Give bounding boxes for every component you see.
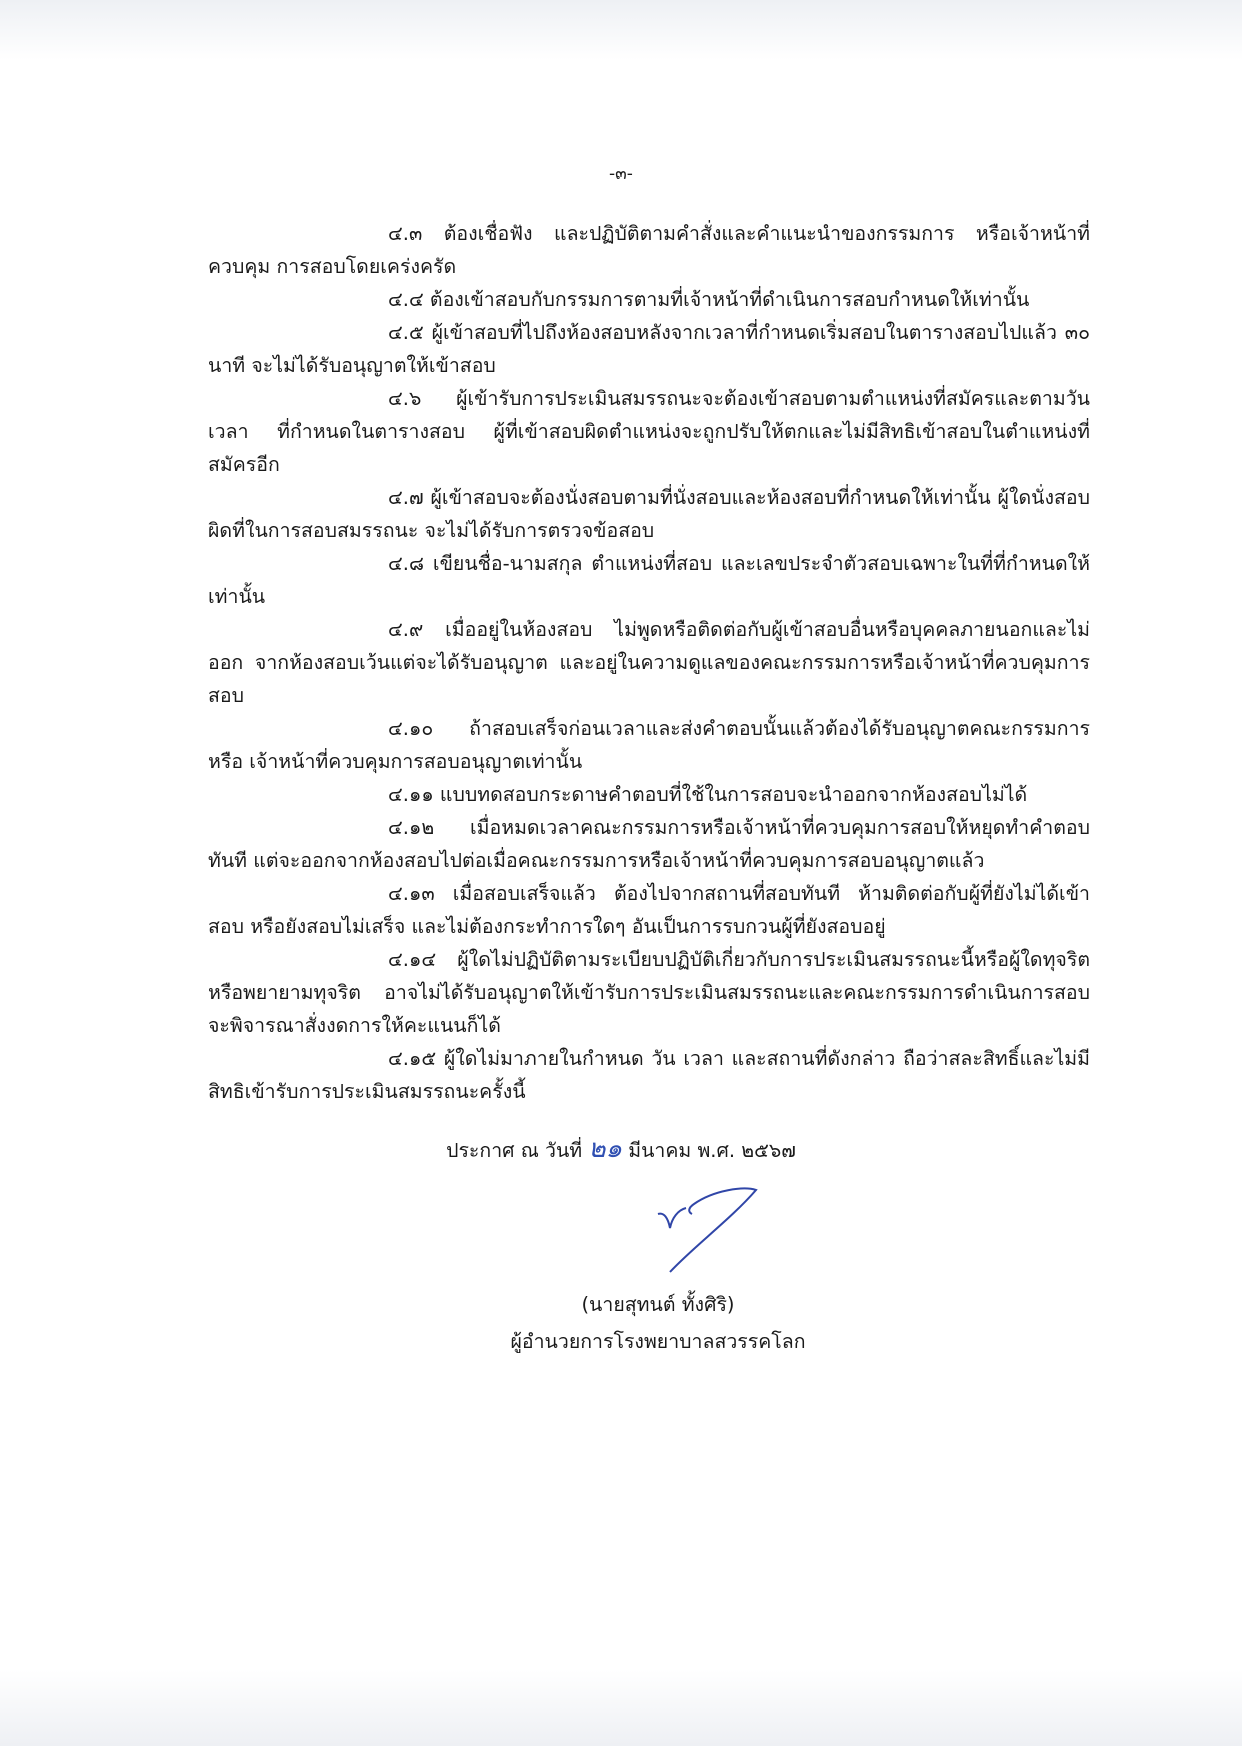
regulation-item-first-line: ๔.๗ ผู้เข้าสอบจะต้องนั่งสอบตามที่นั่งสอบและห้องสอบที่กำหนดให้เท่านั้น ผู้ใดนั่งสอบ	[388, 486, 1090, 509]
signer-name: (นายสุทนต์ ทั้งศิริ)	[581, 1293, 735, 1316]
regulation-item-first-line: ๔.๑๓ เมื่อสอบเสร็จแล้ว ต้องไปจากสถานที่สอบทันที ห้ามติดต่อกับผู้ที่ยังไม่ได้เข้าสอบ	[208, 882, 1090, 938]
regulation-item-continuation: จากห้องสอบเว้นแต่จะได้รับอนุญาต และอยู่ในความดูแลของคณะกรรมการหรือเจ้าหน้าที่ควบคุมการสอบ	[208, 651, 1090, 707]
regulation-item	[208, 613, 1090, 712]
regulation-list	[208, 217, 1090, 1108]
page-number: -๓-	[609, 164, 633, 184]
regulation-item	[208, 382, 1090, 481]
regulation-item	[208, 547, 1090, 613]
regulation-item-first-line: ๔.๓ ต้องเชื่อฟัง และปฏิบัติตามคำสั่งและคำแนะนำของกรรมการ หรือเจ้าหน้าที่ควบคุม	[208, 222, 1090, 278]
regulation-item	[208, 712, 1090, 778]
regulation-item-continuation: แต่จะออกจากห้องสอบไปต่อเมื่อคณะกรรมการหรือเจ้าหน้าที่ควบคุมการสอบอนุญาตแล้ว	[253, 849, 985, 872]
regulation-item	[208, 283, 1090, 316]
regulation-item-first-line: ๔.๑๔ ผู้ใดไม่ปฏิบัติตามระเบียบปฏิบัติเกี่ยวกับการประเมินสมรรถนะนี้หรือผู้ใดทุจริต	[388, 948, 1090, 971]
regulation-item-first-line: ๔.๘ เขียนชื่อ-นามสกุล ตำแหน่งที่สอบ และเลขประจำตัวสอบเฉพาะในที่ที่กำหนดให้	[388, 552, 1090, 575]
regulation-item-first-line: ๔.๑๑ แบบทดสอบกระดาษคำตอบที่ใช้ในการสอบจะนำออกจากห้องสอบไม่ได้	[388, 783, 1028, 806]
regulation-item	[208, 778, 1090, 811]
announcement-suffix: มีนาคม พ.ศ. ๒๕๖๗	[628, 1139, 796, 1162]
handwritten-day: ๒๑	[588, 1134, 623, 1164]
regulation-item-first-line: ๔.๑๕ ผู้ใดไม่มาภายในกำหนด วัน เวลา และสถานที่ดังกล่าว ถือว่าสละสิทธิ์และไม่มี	[388, 1047, 1090, 1070]
regulation-item-continuation: สิทธิเข้ารับการประเมินสมรรถนะครั้งนี้	[208, 1080, 526, 1103]
regulation-item	[208, 943, 1090, 1042]
regulation-item-continuation: ที่กำหนดในตารางสอบ ผู้ที่เข้าสอบผิดตำแหน่งจะถูกปรับให้ตกและไม่มีสิทธิเข้าสอบในตำแหน่งที่สมัครอีก	[208, 420, 1090, 476]
announcement-prefix: ประกาศ ณ วันที่	[446, 1139, 583, 1162]
regulation-item-first-line: ๔.๑๐ ถ้าสอบเสร็จก่อนเวลาและส่งคำตอบนั้นแล้วต้องได้รับอนุญาตคณะกรรมการหรือ	[208, 717, 1090, 773]
regulation-item	[208, 217, 1090, 283]
regulation-item-continuation: เจ้าหน้าที่ควบคุมการสอบอนุญาตเท่านั้น	[249, 750, 583, 773]
announcement-date	[0, 1128, 1242, 1169]
regulation-item-continuation: ผิดที่ในการสอบสมรรถนะ จะไม่ได้รับการตรวจข้อสอบ	[208, 519, 655, 542]
regulation-item-first-line: ๔.๙ เมื่ออยู่ในห้องสอบ ไม่พูดหรือติดต่อกับผู้เข้าสอบอื่นหรือบุคคลภายนอกและไม่ออก	[208, 618, 1090, 674]
regulation-item-continuation: เท่านั้น	[208, 585, 266, 608]
regulation-item-first-line: ๔.๑๒ เมื่อหมดเวลาคณะกรรมการหรือเจ้าหน้าที่ควบคุมการสอบให้หยุดทำคำตอบทันที	[208, 816, 1090, 872]
regulation-item	[208, 316, 1090, 382]
regulation-item-first-line: ๔.๖ ผู้เข้ารับการประเมินสมรรถนะจะต้องเข้าสอบตามตำแหน่งที่สมัครและตามวันเวลา	[208, 387, 1090, 443]
signature-image	[652, 1178, 772, 1278]
regulation-item-continuation: นาที จะไม่ได้รับอนุญาตให้เข้าสอบ	[208, 354, 496, 377]
regulation-item	[208, 1042, 1090, 1108]
regulation-item-continuation: การสอบโดยเคร่งครัด	[276, 255, 457, 278]
regulation-item-continuation: หรือยังสอบไม่เสร็จ และไม่ต้องกระทำการใดๆ อันเป็นการรบกวนผู้ที่ยังสอบอยู่	[250, 915, 886, 938]
regulation-item-first-line: ๔.๔ ต้องเข้าสอบกับกรรมการตามที่เจ้าหน้าที่ดำเนินการสอบกำหนดให้เท่านั้น	[388, 288, 1030, 311]
regulation-item-first-line: ๔.๕ ผู้เข้าสอบที่ไปถึงห้องสอบหลังจากเวลาที่กำหนดเริ่มสอบในตารางสอบไปแล้ว ๓๐	[388, 321, 1090, 344]
regulation-item	[208, 877, 1090, 943]
regulation-item-continuation: หรือพยายามทุจริต อาจไม่ได้รับอนุญาตให้เข้ารับการประเมินสมรรถนะและคณะกรรมการดำเนินการสอบจะพิจารณาสั่งงดการให้คะแนนก็ได้	[208, 981, 1090, 1037]
regulation-item	[208, 481, 1090, 547]
signer-title: ผู้อำนวยการโรงพยาบาลสวรรคโลก	[510, 1330, 806, 1353]
regulation-item	[208, 811, 1090, 877]
